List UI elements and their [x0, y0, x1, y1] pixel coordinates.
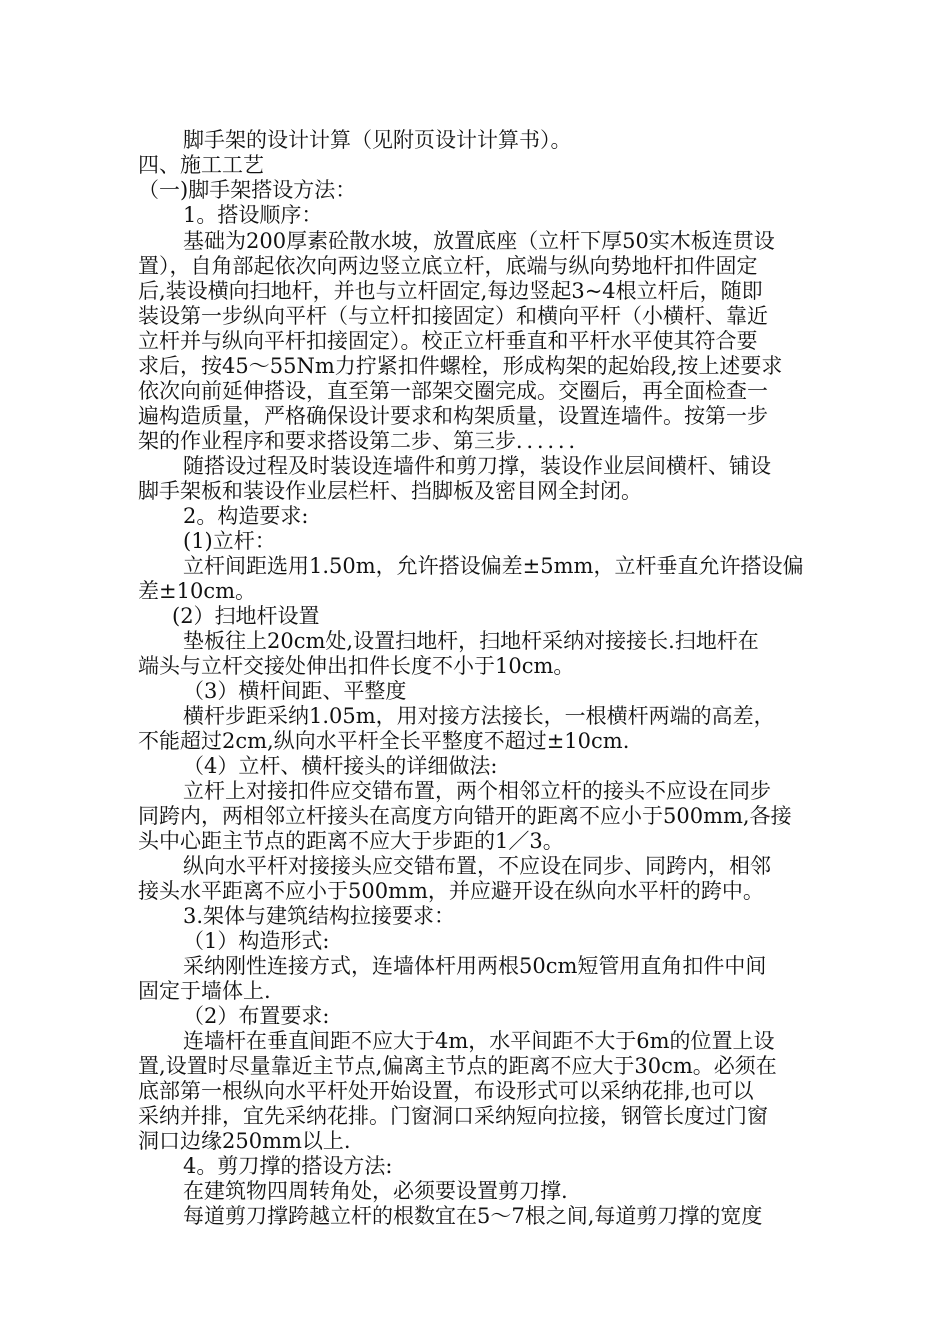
paragraph-line: 底部第一根纵向水平杆处开始设置，布设形式可以采纳花排,也可以 [138, 1079, 754, 1103]
sub-item-heading: （2）布置要求: [183, 1004, 330, 1028]
text-line: 脚手架的设计计算（见附页设计计算书）。 [183, 128, 572, 152]
paragraph-line: 固定于墙体上. [138, 979, 271, 1003]
sub-item-heading: （3）横杆间距、平整度 [183, 679, 407, 703]
paragraph-line: 装设第一步纵向平杆（与立杆扣接固定）和横向平杆（小横杆、靠近 [138, 304, 768, 328]
paragraph-line: 置,设置时尽量靠近主节点,偏离主节点的距离不应大于30cm。必须在 [138, 1054, 777, 1078]
subsection-heading: （一)脚手架搭设方法： [138, 178, 357, 202]
sub-item-heading: （4）立杆、横杆接头的详细做法: [183, 754, 498, 778]
paragraph-line: 头中心距主节点的距离不应大于步距的1／3。 [138, 829, 564, 853]
paragraph-line: 纵向水平杆对接接头应交错布置，不应设在同步、同跨内，相邻 [183, 854, 771, 878]
paragraph-line: 随搭设过程及时装设连墙件和剪刀撑，装设作业层间横杆、铺设 [183, 454, 771, 478]
sub-item-heading: (1)立杆： [183, 529, 276, 553]
item-heading: 4。剪刀撑的搭设方法: [183, 1154, 393, 1178]
paragraph-line: 在建筑物四周转角处，必须要设置剪刀撑. [183, 1179, 568, 1203]
paragraph-line: 洞口边缘250mm以上. [138, 1129, 351, 1153]
paragraph-line: 同跨内，两相邻立杆接头在高度方向错开的距离不应小于500mm,各接 [138, 804, 792, 828]
paragraph-line: 垫板往上20cm处,设置扫地杆，扫地杆采纳对接接长.扫地杆在 [183, 629, 759, 653]
paragraph-line: 立杆并与纵向平杆扣接固定）。校正立杆垂直和平杆水平使其符合要 [138, 329, 758, 353]
paragraph-line: 立杆间距选用1.50m，允许搭设偏差±5mm，立杆垂直允许搭设偏 [183, 554, 804, 578]
paragraph-line: 差±10cm。 [138, 579, 256, 603]
paragraph-line: 每道剪刀撑跨越立杆的根数宜在5～7根之间,每道剪刀撑的宽度 [183, 1204, 763, 1228]
paragraph-line: 架的作业程序和要求搭设第二步、第三步．．．．．． [138, 429, 590, 453]
paragraph-line: 连墙杆在垂直间距不应大于4m，水平间距不大于6m的位置上设 [183, 1029, 775, 1053]
paragraph-line: 依次向前延伸搭设，直至第一部架交圈完成。交圈后，再全面检查一 [138, 379, 768, 403]
sub-item-heading: （1）构造形式: [183, 929, 330, 953]
item-heading: 3.架体与建筑结构拉接要求： [183, 904, 456, 928]
paragraph-line: 后,装设横向扫地杆，并也与立杆固定,每边竖起3~4根立杆后，随即 [138, 279, 763, 303]
item-heading: 2。构造要求: [183, 504, 309, 528]
paragraph-line: 置），自角部起依次向两边竖立底立杆，底端与纵向势地杆扣件固定 [138, 254, 758, 278]
paragraph-line: 横杆步距采纳1.05m，用对接方法接长，一根横杆两端的高差， [183, 704, 775, 728]
paragraph-line: 脚手架板和装设作业层栏杆、挡脚板及密目网全封闭。 [138, 479, 642, 503]
paragraph-line: 采纳刚性连接方式，连墙体杆用两根50cm短管用直角扣件中间 [183, 954, 767, 978]
paragraph-line: 采纳并排，宜先采纳花排。门窗洞口采纳短向拉接，钢管长度过门窗 [138, 1104, 768, 1128]
paragraph-line: 不能超过2cm,纵向水平杆全长平整度不超过±10cm. [138, 729, 630, 753]
paragraph-line: 遍构造质量，严格确保设计要求和构架质量，设置连墙件。按第一步 [138, 404, 768, 428]
paragraph-line: 接头水平距离不应小于500mm，并应避开设在纵向水平杆的跨中。 [138, 879, 764, 903]
item-heading: 1。搭设顺序： [183, 203, 323, 227]
paragraph-line: 基础为200厚素砼散水坡，放置底座（立杆下厚50实木板连贯设 [183, 229, 775, 253]
sub-item-heading: (2）扫地杆设置 [172, 604, 320, 628]
section-heading: 四、施工工艺 [138, 153, 264, 177]
paragraph-line: 端头与立杆交接处伸出扣件长度不小于10cm。 [138, 654, 575, 678]
paragraph-line: 求后，按45～55Nm力拧紧扣件螺栓，形成构架的起始段,按上述要求 [138, 354, 783, 378]
paragraph-line: 立杆上对接扣件应交错布置，两个相邻立杆的接头不应设在同步 [183, 779, 771, 803]
